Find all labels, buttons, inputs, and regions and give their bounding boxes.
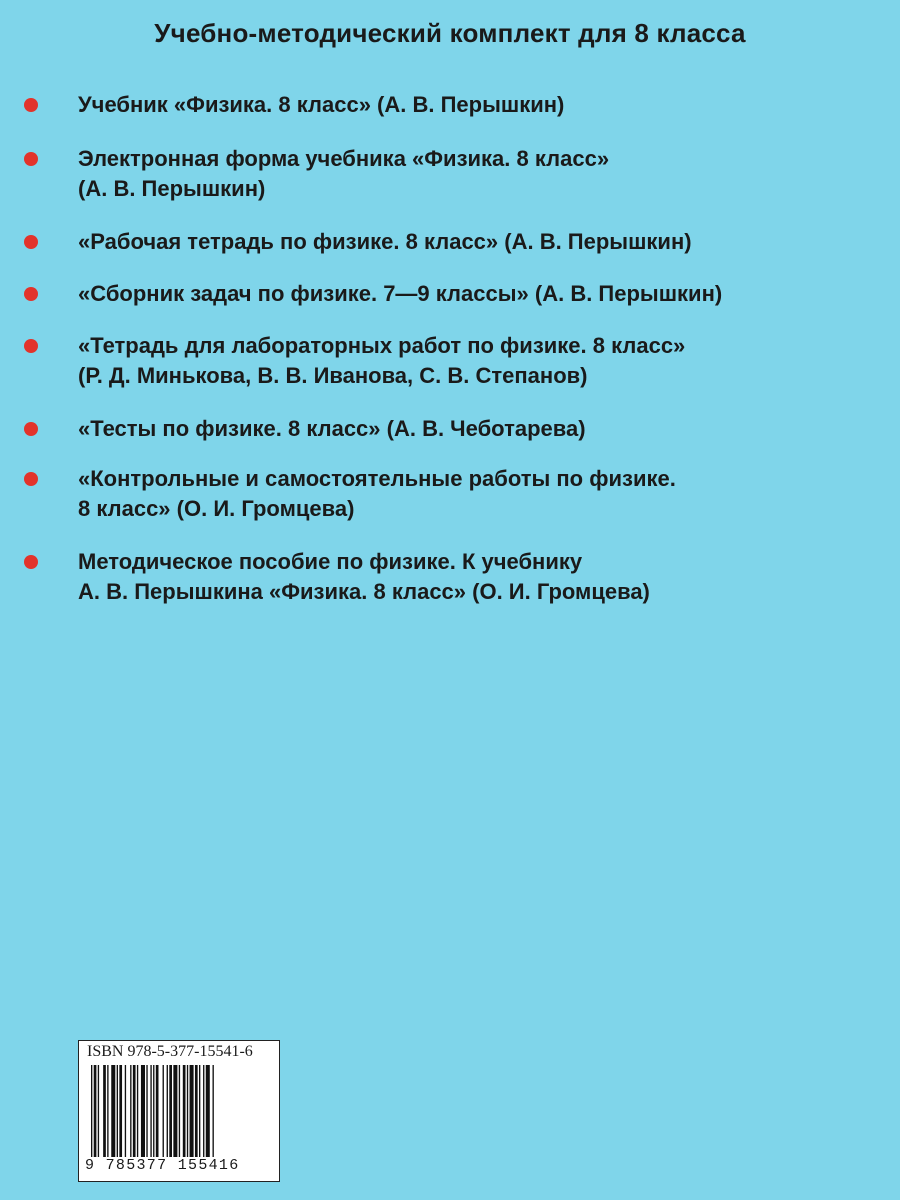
item-line: «Контрольные и самостоятельные работы по физике. (78, 466, 676, 491)
barcode-bar (125, 1065, 126, 1157)
item-line: Методическое пособие по физике. К учебнику (78, 549, 583, 574)
barcode-bar (150, 1065, 151, 1157)
barcode-bar (94, 1065, 97, 1157)
barcode-bar (117, 1065, 118, 1157)
barcode-bar (141, 1065, 145, 1157)
list-item (78, 464, 888, 524)
barcode-bar (183, 1065, 186, 1157)
list-item (78, 279, 888, 309)
barcode-bar (203, 1065, 204, 1157)
list-item (78, 414, 888, 444)
list-item (78, 90, 888, 120)
barcode-bar (130, 1065, 131, 1157)
item-line: Учебник «Физика. 8 класс» (А. В. Перышкин) (78, 92, 565, 117)
barcode-bar (153, 1065, 154, 1157)
barcode-bar (190, 1065, 194, 1157)
item-line: «Тетрадь для лабораторных работ по физике. 8 класс» (78, 333, 686, 358)
barcode-bar (133, 1065, 136, 1157)
item-line: «Рабочая тетрадь по физике. 8 класс» (А. В. Перышкин) (78, 229, 692, 254)
barcode-bar (195, 1065, 198, 1157)
item-line: «Сборник задач по физике. 7—9 классы» (А. В. Перышкин) (78, 281, 723, 306)
barcode-bar (169, 1065, 172, 1157)
bullet-icon (24, 472, 38, 486)
barcode-bar (98, 1065, 99, 1157)
bullet-icon (24, 152, 38, 166)
bullet-icon (24, 98, 38, 112)
bullet-icon (24, 339, 38, 353)
barcode-bar (167, 1065, 168, 1157)
barcode-bar (163, 1065, 164, 1157)
bullet-icon (24, 235, 38, 249)
barcode-bar (146, 1065, 147, 1157)
bullet-icon (24, 422, 38, 436)
item-line: (Р. Д. Минькова, В. В. Иванова, С. В. Степанов) (78, 363, 588, 388)
isbn-label: ISBN 978-5-377-15541-6 (87, 1043, 253, 1060)
item-line: Электронная форма учебника «Физика. 8 класс» (78, 146, 610, 171)
barcode-bar (119, 1065, 122, 1157)
barcode-bar (213, 1065, 214, 1157)
barcode-bar (91, 1065, 92, 1157)
barcode-bar (156, 1065, 159, 1157)
barcode-bar (199, 1065, 200, 1157)
list-item (78, 227, 888, 257)
item-line: (А. В. Перышкин) (78, 176, 266, 201)
barcode-bar (137, 1065, 138, 1157)
page-title: Учебно-методический комплект для 8 класса (154, 18, 746, 48)
list-item (78, 331, 888, 391)
barcode-image (89, 1065, 269, 1157)
bullet-icon (24, 555, 38, 569)
barcode-bar (111, 1065, 115, 1157)
barcode-bar (103, 1065, 106, 1157)
item-line: «Тесты по физике. 8 класс» (А. В. Чеботарева) (78, 416, 586, 441)
barcode-digits: 9 785377 155416 (85, 1157, 240, 1174)
item-line: 8 класс» (О. И. Громцева) (78, 496, 355, 521)
item-line: А. В. Перышкина «Физика. 8 класс» (О. И. Громцева) (78, 579, 650, 604)
barcode-bar (179, 1065, 180, 1157)
bullet-icon (24, 287, 38, 301)
barcode-bar (187, 1065, 188, 1157)
barcode-bar (206, 1065, 210, 1157)
barcode-bar (107, 1065, 108, 1157)
barcode-bar (173, 1065, 177, 1157)
list-item (78, 547, 888, 607)
isbn-barcode-block (78, 1040, 280, 1182)
list-item (78, 144, 888, 204)
